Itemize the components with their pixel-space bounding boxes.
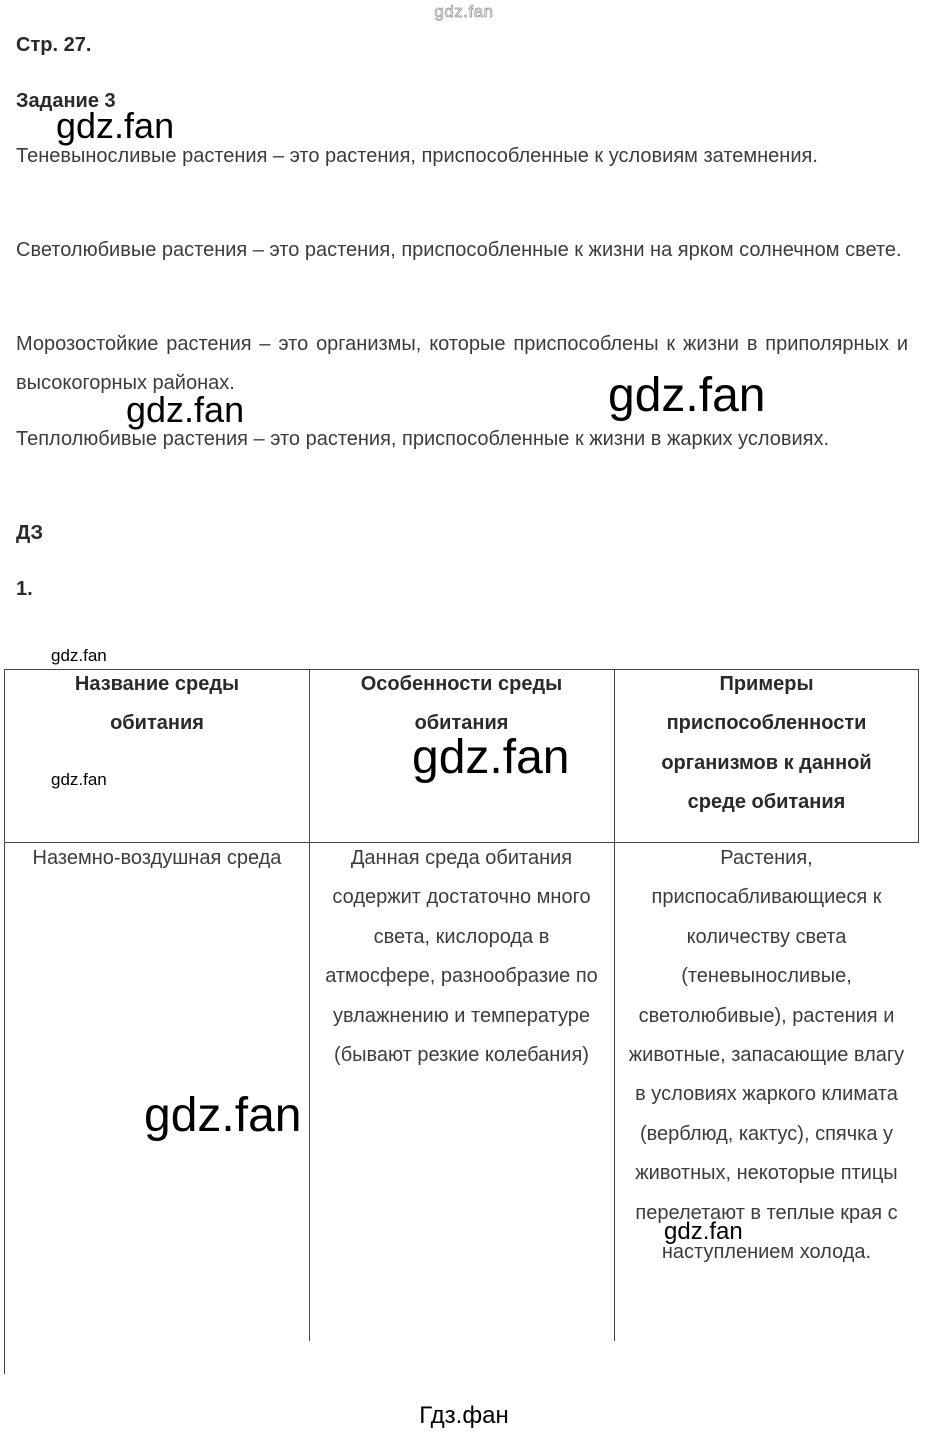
page-reference: Стр. 27. [16,34,92,56]
top-watermark: gdz.fan [434,2,494,21]
table-cell: Данная среда обитания содержит достаточно много света, кислорода в атмосфере, разнообразие по увлажнению и температуре (бывают резкие колебания) [325,847,598,1067]
item-number: 1. [16,578,33,600]
paragraph: Теневыносливые растения – это растения, приспособленные к условиям затемнения. [16,145,818,167]
homework-title: ДЗ [16,522,44,544]
watermark: gdz.fan [56,105,175,146]
watermark: gdz.fan [412,731,570,784]
table-cell: Наземно-воздушная среда [32,847,282,869]
paragraph: Морозостойкие растения – это организмы, которые приспособлены к жизни в приполярных и высокогорных районах. [16,333,908,394]
table-column-divider [614,669,615,1341]
watermark: gdz.fan [51,646,107,665]
watermark: gdz.fan [664,1218,743,1245]
table-header-cell: Примеры приспособленности организмов к данной среде обитания [661,673,872,814]
watermark: gdz.fan [144,1089,302,1142]
table-header-cell: Название среды обитания [74,673,240,735]
paragraph: Теплолюбивые растения – это растения, приспособленные к жизни в жарких условиях. [16,428,830,450]
watermark: gdz.fan [51,770,107,789]
table-header-cell: Особенности среды обитания [360,673,563,735]
table-cell: Растения, приспосабливающиеся к количеству света (теневыносливые, светолюбивые), растения и животные, запасающие влагу в условиях жаркого климата (верблюд, кактус), спячка у животных, некоторые птицы перелетают в теплые края с наступлением холода. [628,847,905,1264]
footer-watermark: Гдз.фан [419,1402,509,1429]
table-border-left [4,669,5,1374]
table-border-right [918,669,919,843]
watermark: gdz.fan [608,369,766,422]
watermark: gdz.fan [126,389,245,430]
paragraph: Светолюбивые растения – это растения, приспособленные к жизни на ярком солнечном свете. [16,239,902,261]
task-title: Задание 3 [16,90,116,112]
table-column-divider [309,669,310,1341]
